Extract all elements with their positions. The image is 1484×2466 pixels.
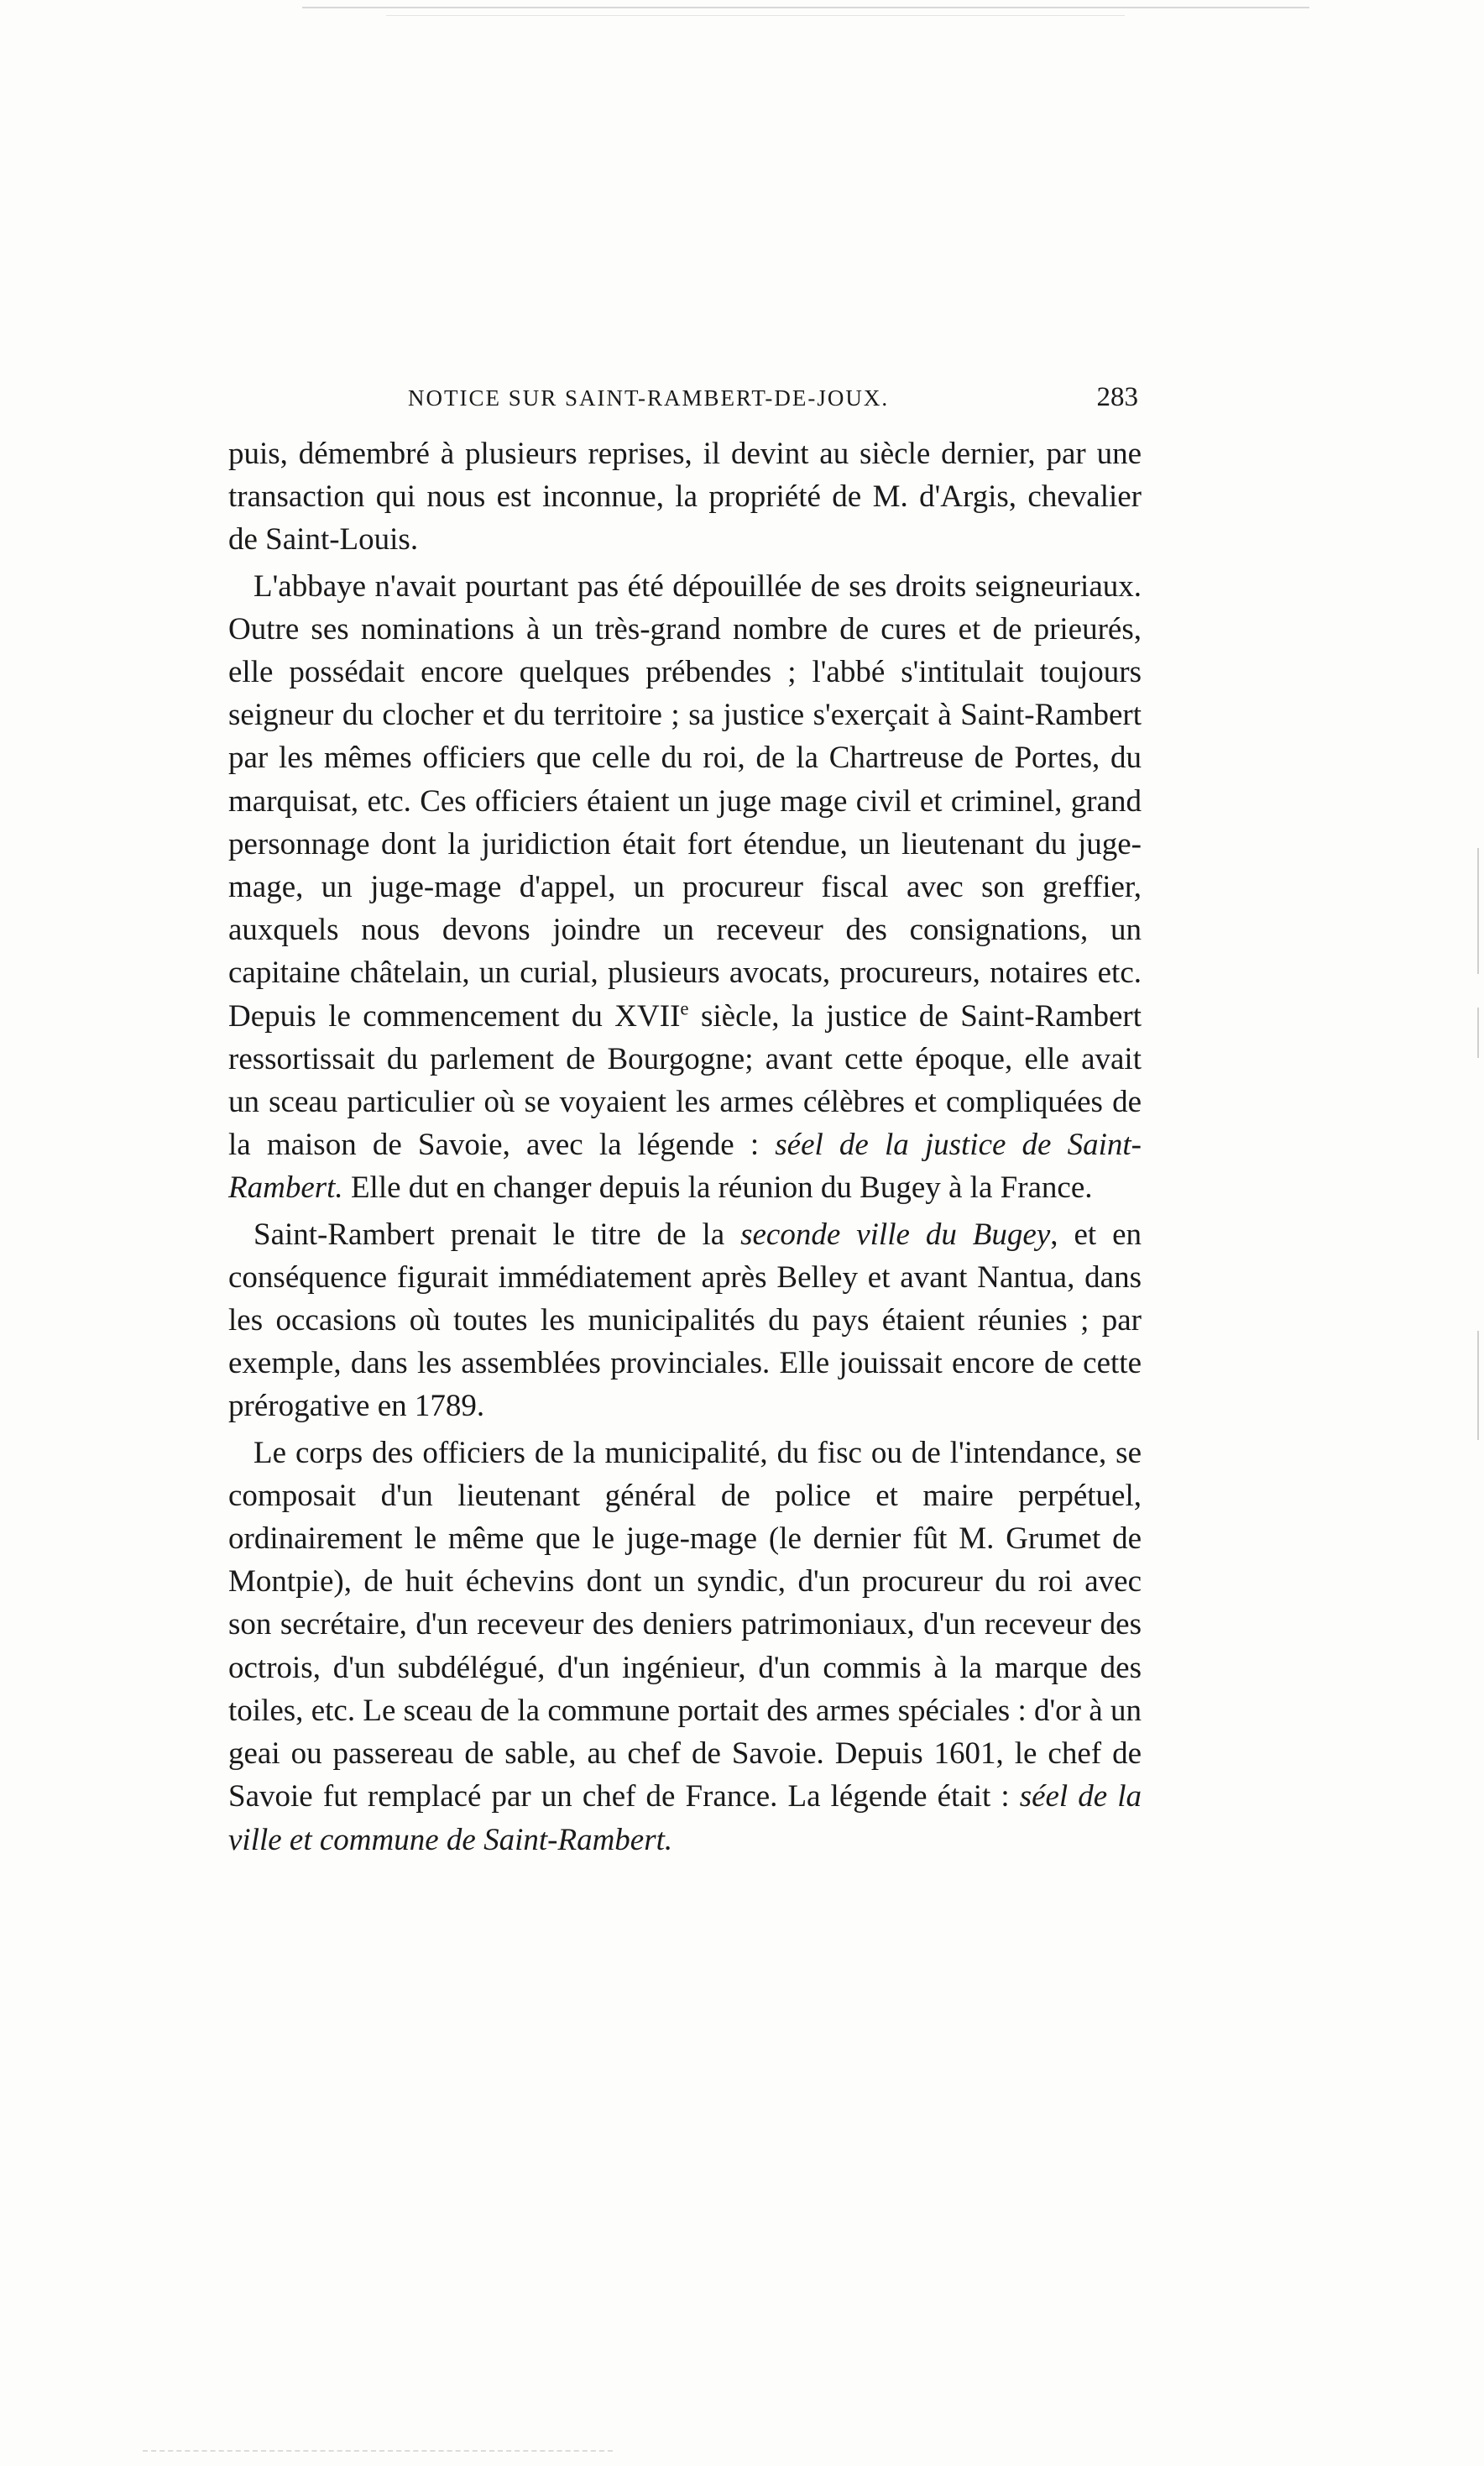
paragraph-text: Le corps des officiers de la municipalité, du fisc ou de l'intendance, se composait d'un lieutenant général de police et maire perpétuel, ordinairement le même que le juge-mage (le dernier fût M. Grumet de Montpie), de huit échevins dont un syndic, d'un procureur du roi avec son secrétaire, d'un receveur des deniers patrimoniaux, d'un receveur des octrois, d'un subdélégué, d'un ingénieur, d'un commis à la marque des toiles, etc. Le sceau de la commune portait des armes spéciales : d'or à un geai ou passereau de sable, au chef de Savoie. Depuis 1601, le chef de Savoie fut remplacé par un chef de France. La légende était : <box>228 1435 1142 1814</box>
paragraph-4 <box>228 1432 1142 1861</box>
paragraph-text: , et en conséquence figurait immédiatement après Belley et avant Nantua, dans les occasions où toutes les municipalités du pays étaient réunies ; par exemple, dans les assemblées provinciales. Elle jouissait encore de cette prérogative en 1789. <box>228 1217 1142 1424</box>
paragraph-text: L'abbaye n'avait pourtant pas été dépouillée de ses droits seigneuriaux. Outre ses nominations à un très-grand nombre de cures et de prieurés, elle possédait encore quelques prébendes ; l'abbé s'intitulait toujours seigneur du clocher et du territoire ; sa justice s'exerçait à Saint-Rambert par les mêmes officiers que celle du roi, de la Chartreuse de Portes, du marquisat, etc. Ces officiers étaient un juge mage civil et criminel, grand personnage dont la juridiction était fort étendue, un lieutenant du juge-mage, un juge-mage d'appel, un procureur fiscal avec son greffier, auxquels nous devons joindre un receveur des consignations, un capitaine châtelain, un curial, plusieurs avocats, procureurs, notaires etc. Depuis le commencement du XVII <box>228 568 1142 1034</box>
scan-artifact-top-rule-secondary <box>386 15 1125 16</box>
scan-artifact-edge-mark <box>1477 1331 1479 1440</box>
scan-artifact-top-rule <box>302 7 1309 8</box>
scan-artifact-edge-mark <box>1477 1008 1479 1058</box>
scan-artifact-edge-mark <box>1477 848 1479 974</box>
page-number: 283 <box>1096 382 1138 412</box>
scan-artifact-bottom-rule <box>143 2450 613 2452</box>
paragraph-text: puis, démembré à plusieurs reprises, il devint au siècle dernier, par une transaction qui nous est inconnue, la propriété de M. d'Argis, chevalier de Saint-Louis. <box>228 437 1142 558</box>
body-text <box>228 432 1142 1865</box>
paragraph-2 <box>228 565 1142 1210</box>
paragraph-3 <box>228 1213 1142 1428</box>
italic-phrase: seconde ville du Bugey <box>740 1217 1051 1252</box>
paragraph-text: Saint-Rambert prenait le titre de la <box>253 1217 741 1252</box>
paragraph-1 <box>228 432 1142 562</box>
paragraph-text: Elle dut en changer depuis la réunion du Bugey à la France. <box>342 1170 1093 1206</box>
page-header <box>232 382 1138 424</box>
running-head: NOTICE SUR SAINT-RAMBERT-DE-JOUX. <box>408 385 890 411</box>
paragraph-text: siècle, la justice de Saint-Rambert ressortissait du parlement de Bourgogne; avant cette époque, elle avait un sceau particulier où se voyaient les armes célèbres et compliquées de la maison de Savoie, avec la légende : <box>228 998 1142 1163</box>
italic-quote: séel de la justice de Saint-Rambert. <box>228 1128 1142 1206</box>
superscript: e <box>680 997 689 1019</box>
italic-quote: séel de la ville et commune de Saint-Rambert. <box>228 1779 1142 1857</box>
